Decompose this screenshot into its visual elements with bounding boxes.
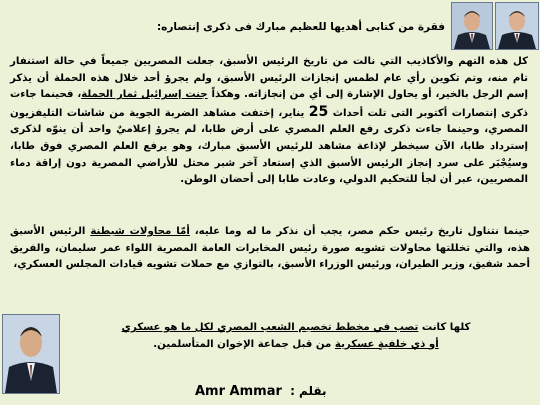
paragraph-1-text-d: عبر أن لجأ للتحكيم الدولي، وعادت طابا إلى أحضان الوطن. [180,174,473,186]
portrait-photo-right [495,2,539,50]
paragraph-3-text-c: من قبل جماعة الإخوان المتأسلمين. [153,338,332,350]
underlined-phrase-4: أو ذي خلفيةٍ عسكرية [334,338,439,350]
paragraph-1 [10,54,528,189]
portrait-image [3,315,59,393]
byline [195,384,327,399]
underlined-phrase-2: أمّا محاولات شيطنة [90,226,190,237]
paragraph-2-text-b: الرئيس الأسبق هذه، والتي تخللتها محاولات تشويه صورة رئيس المخابرات العامة المصرية اللواء عمر سليمان، والفريق أحمد شفيق، وزير الطيران، ورئيس الوزراء الأسبق، بالتوازي مع حملات تشويه قيادات المجلس العسكري، [10,226,530,271]
portrait-photo-bottom [2,314,60,394]
paragraph-2-text-a: حينما نتناول تاريخ رئيس حكم مصر، يجب أن نذكر ما له وما عليه، [194,226,531,237]
underlined-phrase-3: تصب في مخطط تخصيم الشعب المصري لكل ما هو عسكري [121,322,419,333]
underlined-phrase-1: جنت إسرائيل ثمار الحملة [81,89,208,101]
byline-prefix: بقلم : [290,384,327,398]
paragraph-1-text-c: يناير، إختفت مشاهد الضربة الجوية من شاشات التليفزيون المصري، وحينما جاءت ذكرى رفع العلم المصري على أرض طابا، لم يجرؤ إعلاميٌ واحد أن ينوّه لذكرى إسترداد طابا، الآن سيخطر لإذاعة مشاهد للرئيس الأسبق مبارك، وهو يرفع العلم المصري فوق طابا، وسيُجْبَر على سرد إنجاز الرئيس الأسبق الذي إستعاد آخر شبر محتل للأراضي المصرية دون إراقة دماء المصريين، [10,107,528,186]
heading: فقرة من كتابى أهديها للعظيم مبارك فى ذكرى إنتصاره: [156,21,445,33]
paragraph-1-text-a: كل هذه التهم والأكاذيب التي نالت من تاريخ الرئيس الأسبق، جعلت المصريين جميعاً في حالة استنفار تام منه، وتم تكوين رأي عام لطمس إنجازات الرئيس الأسبق، ولم يجرؤ أحد خلال هذه الحملة أن يذكر إسم الرجل بالخير، أو يحاول الإشارة إلى أي من إنجازاته. وهكذاً [10,56,528,101]
date-number: 25 [308,103,329,120]
portrait-image [496,3,538,49]
portrait-image [452,3,492,49]
paragraph-3-text-a: كلها كانت [421,322,471,333]
paragraph-1-text-b: ، فحينما جاءت ذكرى إنتصارات أكتوبر التى تلت أحداث [10,89,528,119]
author-name: Amr Ammar [195,384,282,399]
paragraph-3 [62,320,530,353]
paragraph-2 [10,224,530,274]
portrait-photo-left [451,2,493,50]
